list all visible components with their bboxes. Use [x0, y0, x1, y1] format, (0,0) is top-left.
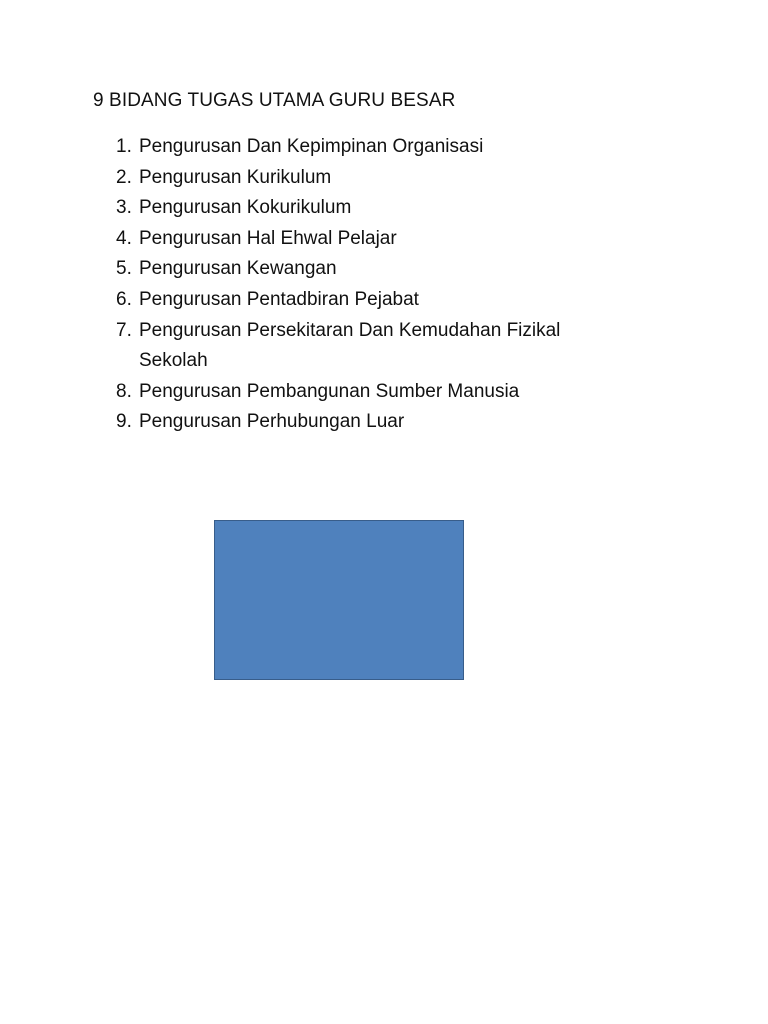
- list-item: [0, 132, 768, 163]
- list-item-line: Pengurusan Pembangunan Sumber Manusia: [139, 380, 520, 402]
- list-item-number: 3.: [116, 197, 132, 219]
- list-item-text: [139, 407, 404, 438]
- list-item-text: [139, 285, 419, 316]
- list-item-line: Pengurusan Persekitaran Dan Kemudahan Fizikal: [139, 319, 561, 341]
- list-item-line: Pengurusan Dan Kepimpinan Organisasi: [139, 136, 484, 157]
- blue-rectangle-shape: [214, 520, 464, 680]
- list-item-number: 8.: [116, 380, 132, 402]
- list-item-line: Sekolah: [139, 350, 208, 372]
- list-item: [0, 224, 768, 255]
- duties-list: [0, 132, 768, 438]
- list-item-text: [139, 132, 483, 163]
- list-item-text: [139, 224, 397, 255]
- list-item-number: 5.: [116, 258, 132, 280]
- list-item: [0, 285, 768, 316]
- list-item-text: [139, 254, 337, 285]
- list-item-number: 7.: [116, 319, 132, 341]
- list-item: [0, 407, 768, 438]
- list-item-number: 1.: [116, 136, 132, 157]
- list-item: [0, 254, 768, 285]
- list-item-number: 9.: [116, 411, 132, 433]
- list-item: [0, 163, 768, 194]
- list-item-line: Pengurusan Hal Ehwal Pelajar: [139, 227, 397, 249]
- page-title: 9 BIDANG TUGAS UTAMA GURU BESAR: [93, 90, 456, 111]
- list-item-text: [139, 377, 519, 408]
- list-item-text: [139, 163, 331, 194]
- list-item-line: Pengurusan Kewangan: [139, 258, 337, 280]
- list-item-number: 4.: [116, 227, 132, 249]
- list-item-text: [139, 193, 351, 224]
- list-item: [0, 377, 768, 408]
- list-item-number: 6.: [116, 288, 132, 310]
- list-item: [0, 193, 768, 224]
- list-item-line: Pengurusan Kurikulum: [139, 166, 332, 188]
- list-item-line: Pengurusan Kokurikulum: [139, 197, 352, 219]
- list-item-line: Pengurusan Perhubungan Luar: [139, 411, 405, 433]
- list-item-line: Pengurusan Pentadbiran Pejabat: [139, 288, 419, 310]
- list-item-number: 2.: [116, 166, 132, 188]
- list-item: [0, 316, 768, 377]
- list-item-text: [139, 316, 560, 377]
